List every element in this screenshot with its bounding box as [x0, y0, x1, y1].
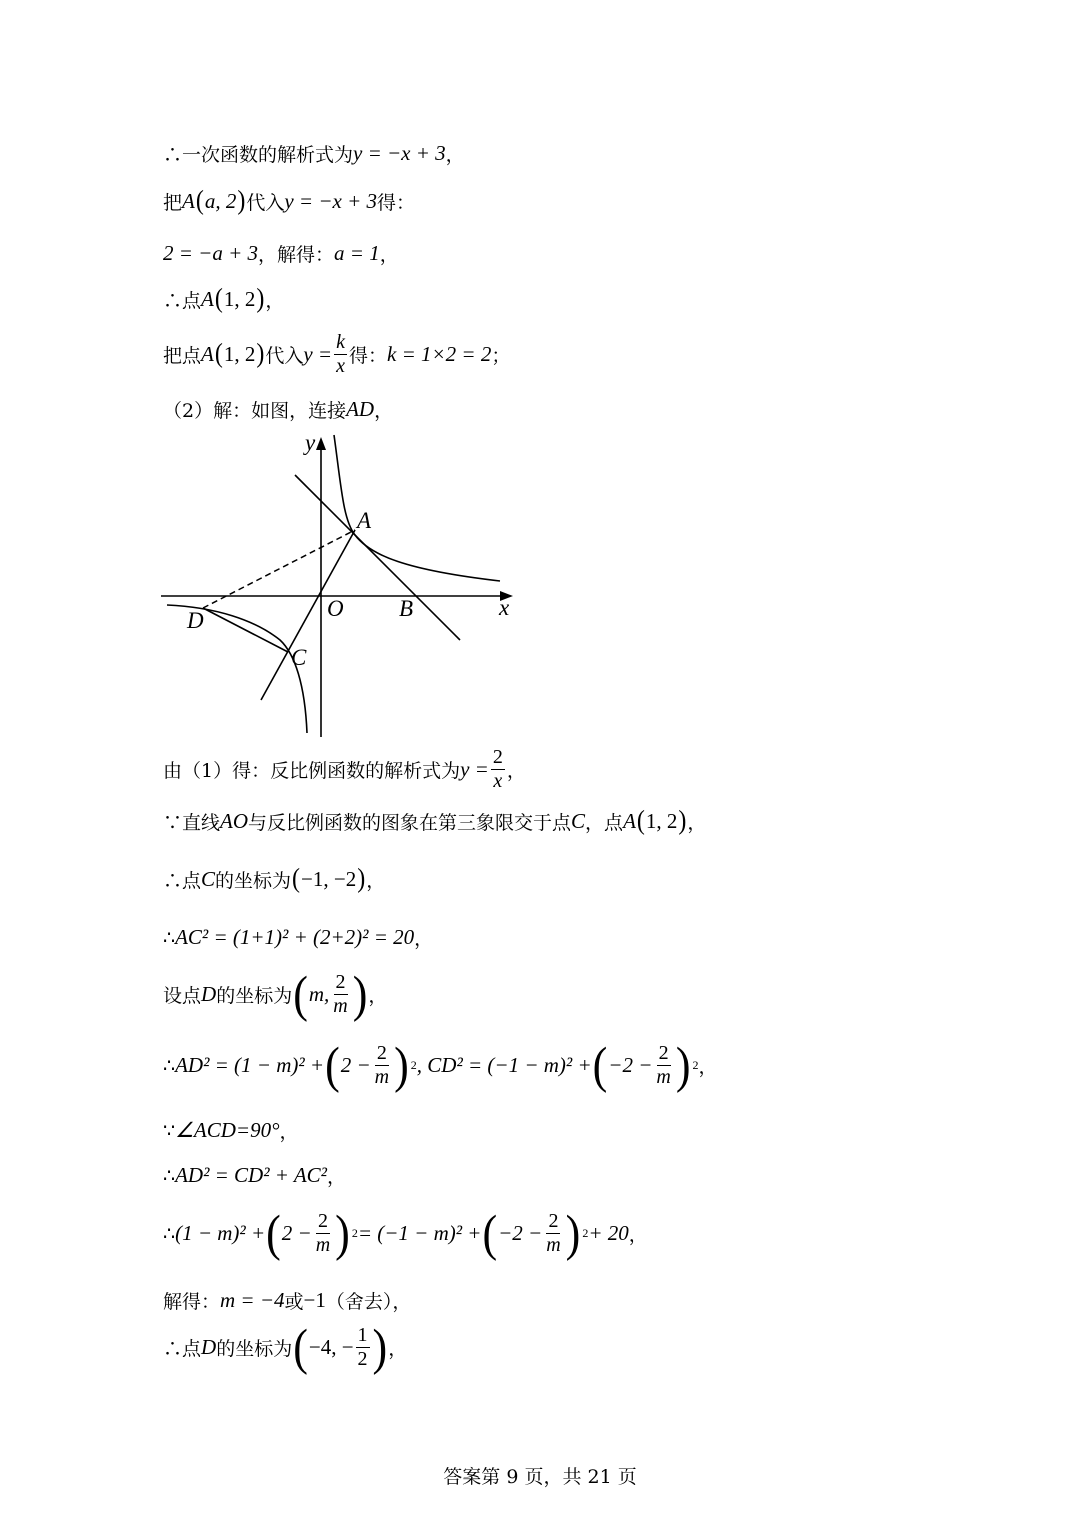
text: ∴点: [163, 870, 202, 892]
label-a: A: [357, 508, 372, 533]
paren: ): [256, 283, 265, 314]
numerator: 1: [357, 1324, 368, 1346]
label-d: D: [187, 608, 204, 633]
paren: (: [325, 1036, 340, 1094]
coord-m: m,: [308, 982, 330, 1006]
label-y: y: [305, 430, 316, 455]
exponent: 2: [410, 1058, 417, 1072]
line-11: [163, 965, 388, 1023]
text: 或: [284, 1291, 304, 1313]
text: ，: [379, 244, 399, 266]
fraction: [491, 746, 505, 793]
line-8: [163, 805, 707, 836]
text: 代入: [246, 192, 285, 214]
text: ；: [491, 345, 511, 367]
text: 得：: [349, 345, 388, 367]
text: 由（1）得：反比例函数的解析式为: [163, 760, 461, 782]
text: （2）解：如图，连接: [163, 400, 347, 422]
text: ，: [368, 985, 388, 1007]
paren: (: [293, 965, 308, 1023]
equation: m = −4: [220, 1288, 285, 1312]
point-label: D: [201, 1335, 217, 1359]
function-graph-figure: [155, 425, 525, 740]
paren: (: [292, 863, 301, 894]
line-2: [163, 185, 416, 216]
text: 的坐标为: [216, 985, 293, 1007]
denominator: m: [374, 1066, 390, 1088]
line-13: [163, 1117, 299, 1144]
text: 与反比例函数的图象在第三象限交于点: [248, 812, 572, 834]
equation: a = 1: [334, 241, 380, 265]
term: −2 −: [608, 1053, 653, 1077]
point-label: C: [201, 867, 216, 891]
equation-part: , CD² = (−1 − m)² +: [416, 1053, 592, 1077]
text: 设点: [163, 985, 202, 1007]
text: ∴点: [163, 290, 202, 312]
fraction: [334, 331, 347, 378]
text: 的坐标为: [216, 1338, 293, 1360]
value: −1: [303, 1288, 326, 1312]
paren: (: [214, 338, 223, 369]
text: 解得：: [163, 1291, 221, 1313]
line-4: [163, 283, 285, 314]
equation-lhs: y =: [303, 342, 333, 366]
text: ，: [506, 760, 526, 782]
text: ，: [445, 144, 465, 166]
paren: (: [482, 1204, 498, 1262]
equation-part: (1 − m)² +: [175, 1221, 266, 1245]
paren: (: [592, 1036, 608, 1094]
equation-part: = (−1 − m)² +: [357, 1221, 482, 1245]
text: 得：: [377, 192, 416, 214]
text: ∵直线: [163, 812, 221, 834]
numerator: 2: [335, 971, 346, 993]
point-label: C: [571, 809, 586, 833]
coords: a, 2: [204, 189, 237, 213]
equation: AD² = CD² + AC²: [175, 1163, 327, 1187]
numerator: k: [336, 331, 345, 353]
fraction: [654, 1042, 672, 1089]
paren: ): [237, 185, 246, 216]
paren: (: [214, 283, 223, 314]
denominator: m: [546, 1234, 561, 1256]
segment-dc: [203, 608, 288, 652]
point-label: A: [201, 287, 214, 311]
text: ∴: [163, 1222, 176, 1245]
coords: 1, 2: [223, 287, 256, 311]
term: −2 −: [498, 1221, 543, 1245]
paren: ): [335, 1204, 350, 1262]
line-9: [163, 863, 386, 894]
line-12: [163, 1036, 718, 1094]
point-label: A: [623, 809, 636, 833]
denominator: m: [315, 1234, 331, 1256]
label-x: x: [499, 595, 510, 620]
term: 2 −: [281, 1221, 312, 1245]
equation: y = −x + 3: [353, 141, 446, 165]
segment-label: AD: [346, 397, 375, 421]
label-o: O: [327, 596, 344, 621]
label-c: C: [291, 645, 307, 670]
text: ∴点: [163, 1338, 202, 1360]
fraction: [544, 1210, 562, 1257]
paren: ): [357, 863, 366, 894]
text: 把点: [163, 345, 202, 367]
coords: 1, 2: [223, 342, 256, 366]
text: ，: [414, 928, 434, 950]
fraction: [314, 1210, 332, 1257]
exponent: 2: [582, 1226, 589, 1240]
paren: (: [293, 1318, 308, 1376]
term: 2 −: [340, 1053, 371, 1077]
point-label: A: [182, 189, 195, 213]
coords: 1, 2: [645, 809, 678, 833]
paren: ): [678, 805, 687, 836]
text: 把: [163, 192, 183, 214]
text: ∴一次函数的解析式为: [163, 144, 354, 166]
equation: AC² = (1+1)² + (2+2)² = 20: [175, 925, 415, 949]
equation-part: AD² = (1 − m)² +: [175, 1053, 325, 1077]
text: ∴: [163, 1164, 176, 1187]
text: ，: [628, 1224, 648, 1246]
text: ，: [374, 400, 394, 422]
page-footer: 答案第 9 页，共 21 页: [443, 1466, 637, 1488]
y-axis-arrow: [316, 437, 326, 450]
line-6: [163, 396, 393, 423]
denominator: x: [336, 355, 345, 377]
segment-label: AO: [220, 809, 249, 833]
line-ab: [295, 475, 460, 640]
text: ∵: [163, 1119, 176, 1142]
exponent: 2: [351, 1226, 358, 1240]
line-10: [163, 924, 433, 951]
text: 的坐标为: [215, 870, 292, 892]
line-3: [163, 240, 399, 267]
text: ，: [687, 812, 707, 834]
fraction: [373, 1042, 391, 1089]
text: 代入: [265, 345, 304, 367]
numerator: 2: [658, 1042, 669, 1064]
line-15: [163, 1204, 648, 1262]
denominator: x: [493, 770, 503, 792]
text: ，: [366, 870, 386, 892]
coord: −4, −: [308, 1335, 354, 1359]
equation-lhs: y =: [460, 757, 489, 781]
equation-part: + 20: [588, 1221, 629, 1245]
paren: ): [675, 1036, 691, 1094]
text: ∴: [163, 1054, 176, 1077]
text: ，: [326, 1166, 346, 1188]
text: ，: [279, 1121, 299, 1143]
text: ∴: [163, 926, 176, 949]
equation: k = 1×2 = 2: [387, 342, 492, 366]
paren: (: [195, 185, 204, 216]
line-14: [163, 1162, 346, 1189]
numerator: 2: [317, 1210, 328, 1232]
text: ，点: [585, 812, 624, 834]
line-1: [163, 140, 465, 167]
text: （舍去），: [325, 1291, 412, 1313]
paren: (: [266, 1204, 281, 1262]
text: ，: [698, 1056, 718, 1078]
paren: ): [256, 338, 265, 369]
line-16: [163, 1287, 411, 1314]
text: ，: [265, 290, 285, 312]
numerator: 2: [376, 1042, 387, 1064]
equation: y = −x + 3: [284, 189, 378, 213]
paren: ): [394, 1036, 409, 1094]
numerator: 2: [548, 1210, 559, 1232]
point-label: D: [201, 982, 217, 1006]
equation: ∠ACD=90°: [175, 1118, 280, 1142]
coords: −1, −2: [301, 867, 357, 891]
text: ，解得：: [258, 244, 335, 266]
equation: 2 = −a + 3: [163, 241, 259, 265]
paren: (: [636, 805, 645, 836]
denominator: m: [656, 1066, 671, 1088]
text: ，: [388, 1338, 408, 1360]
denominator: 2: [357, 1348, 368, 1370]
numerator: 2: [492, 746, 503, 768]
point-label: A: [201, 342, 214, 366]
line-17: [163, 1318, 408, 1376]
denominator: m: [333, 995, 348, 1017]
exponent: 2: [692, 1058, 699, 1072]
paren: ): [372, 1318, 388, 1376]
label-b: B: [399, 596, 414, 621]
line-7: [163, 746, 526, 793]
line-5: [163, 331, 510, 378]
fraction: [331, 971, 349, 1018]
paren: ): [352, 965, 368, 1023]
paren: ): [565, 1204, 581, 1262]
fraction: [356, 1324, 370, 1371]
